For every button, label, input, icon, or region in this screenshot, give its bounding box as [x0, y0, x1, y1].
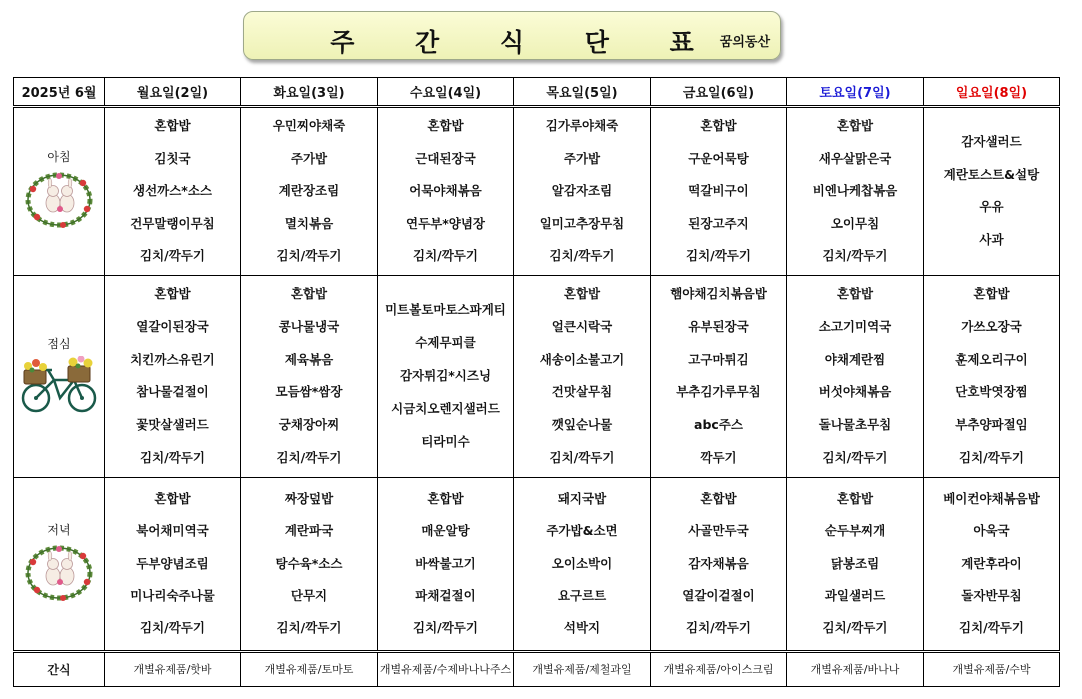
dish-item: 된장고주지 [688, 215, 749, 231]
dish-item: 순두부찌개 [824, 523, 886, 539]
dish-item: 깻잎순나물 [551, 417, 613, 433]
dish-item: abc주스 [694, 417, 743, 433]
bicycle-flowers-icon [14, 356, 104, 417]
dish-item: 베이컨야채볶음밥 [943, 490, 1040, 506]
dish-item: 어묵야채볶음 [409, 183, 482, 199]
dish-item: 우유 [979, 199, 1004, 215]
dish-item: 제육볶음 [284, 351, 334, 367]
dish-item: 혼합밥 [836, 490, 874, 506]
day-header-mon: 월요일(2일) [105, 78, 241, 107]
dinner-wed-cell [378, 477, 514, 651]
dish-item: 계란후라이 [961, 555, 1022, 571]
dish-item: 혼합밥 [836, 285, 874, 301]
breakfast-wed-cell [378, 107, 514, 276]
dish-item: 혼합밥 [973, 285, 1010, 301]
dish-item: 열갈이겉절이 [682, 588, 755, 604]
dish-item: 김치/깍두기 [822, 620, 888, 636]
page-subtitle: 꿈의동산 [719, 35, 770, 50]
meal-label: 점심 [47, 337, 71, 352]
lunch-tue-cell [241, 275, 378, 477]
breakfast-sun-cell [924, 107, 1060, 276]
lunch-thu-cell [514, 275, 651, 477]
dinner-tue-cell [241, 477, 378, 651]
dish-item: 김치/깍두기 [549, 248, 615, 264]
lunch-sun-cell [924, 275, 1060, 477]
dish-item: 혼합밥 [563, 285, 601, 301]
dish-item: 아욱국 [973, 523, 1010, 539]
snack-sun-cell: 개별유제품/수박 [924, 651, 1060, 686]
dish-item: 혼합밥 [154, 490, 191, 506]
day-header-tue: 화요일(3일) [241, 78, 378, 107]
dish-item: 고구마튀김 [688, 351, 749, 367]
dish-item: 닭봉조림 [830, 555, 880, 571]
dish-item: 김치/깍두기 [140, 449, 205, 465]
dish-item: 혼합밥 [154, 118, 191, 134]
dish-item: 김치/깍두기 [413, 248, 478, 264]
dish-item: 김칫국 [154, 150, 191, 166]
dish-item: 새우살맑은국 [818, 150, 892, 166]
dish-item: 혼합밥 [290, 285, 328, 301]
corner-month-cell: 2025년 6월 [14, 78, 105, 107]
dish-item: 단호박엿장찜 [955, 384, 1028, 400]
dish-item: 돌나물초무침 [818, 417, 892, 433]
dish-item: 혼합밥 [154, 285, 191, 301]
dish-item: 석박지 [563, 620, 601, 636]
dish-item: 우민찌야채죽 [272, 118, 346, 134]
dish-item: 수제무피클 [415, 335, 476, 351]
snack-fri-cell: 개별유제품/아이스크림 [651, 651, 787, 686]
dish-item: 김치/깍두기 [276, 248, 342, 264]
dish-item: 구운어묵탕 [688, 150, 749, 166]
dish-item: 미나리숙주나물 [130, 588, 215, 604]
page-title: 주 간 식 단 표 [330, 28, 720, 57]
dinner-label-cell [14, 477, 105, 651]
day-header-sat: 토요일(7일) [787, 78, 924, 107]
wreath-icon [14, 542, 104, 607]
dish-item: 돌자반무침 [961, 588, 1022, 604]
breakfast-fri-cell [651, 107, 787, 276]
dish-item: 주가밥 [290, 150, 328, 166]
dish-item: 티라미수 [421, 433, 470, 449]
dish-item: 김치/깍두기 [276, 449, 342, 465]
day-header-sun: 일요일(8일) [924, 78, 1060, 107]
dish-item: 김치/깍두기 [959, 620, 1024, 636]
dish-item: 생선까스*소스 [133, 183, 212, 199]
breakfast-sat-cell [787, 107, 924, 276]
dinner-mon-cell [105, 477, 241, 651]
dish-item: 콩나물냉국 [278, 318, 340, 334]
dish-item: 탕수육*소스 [275, 555, 343, 571]
dish-item: 치킨까스유린기 [130, 351, 215, 367]
dinner-thu-cell [514, 477, 651, 651]
day-header-wed: 수요일(4일) [378, 78, 514, 107]
day-header-thu: 목요일(5일) [514, 78, 651, 107]
lunch-wed-cell [378, 275, 514, 477]
dish-item: 오이무침 [830, 215, 880, 231]
dish-item: 시금치오렌지샐러드 [391, 400, 500, 416]
lunch-mon-cell [105, 275, 241, 477]
snack-wed-cell: 개별유제품/수제바나나주스 [378, 651, 514, 686]
header-row [14, 78, 1060, 107]
dish-item: 김치/깍두기 [822, 248, 888, 264]
dish-item: 깍두기 [700, 449, 737, 465]
snack-row [14, 651, 1060, 686]
dish-item: 연두부*양념장 [406, 215, 485, 231]
dish-item: 김치/깍두기 [822, 449, 888, 465]
snack-sat-cell: 개별유제품/바나나 [787, 651, 924, 686]
lunch-sat-cell [787, 275, 924, 477]
weekly-menu-table [13, 77, 1060, 687]
title-banner [243, 11, 781, 60]
dish-item: 가쓰오장국 [961, 318, 1022, 334]
dish-item: 모듬쌈*쌈장 [275, 384, 343, 400]
dish-item: 북어채미역국 [136, 523, 209, 539]
breakfast-mon-cell [105, 107, 241, 276]
snack-label-cell: 간식 [14, 651, 105, 686]
dish-item: 열갈이된장국 [136, 318, 209, 334]
dish-item: 단무지 [290, 588, 328, 604]
dish-item: 주가밥 [563, 150, 601, 166]
dish-item: 김치/깍두기 [276, 620, 342, 636]
meal-label: 저녁 [47, 522, 71, 537]
dish-item: 두부양념조림 [136, 555, 209, 571]
dish-item: 김치/깍두기 [686, 248, 751, 264]
dish-item: 부추김가루무침 [676, 384, 761, 400]
dish-item: 과일샐러드 [824, 588, 886, 604]
breakfast-tue-cell [241, 107, 378, 276]
dish-item: 부추양파절임 [955, 417, 1028, 433]
dish-item: 돼지국밥 [557, 490, 607, 506]
dinner-fri-cell [651, 477, 787, 651]
snack-thu-cell: 개별유제품/제철과일 [514, 651, 651, 686]
dish-item: 계란토스트&설탕 [943, 166, 1040, 182]
dish-item: 감자샐러드 [961, 134, 1022, 150]
dish-item: 감자튀김*시즈닝 [399, 367, 492, 383]
dish-item: 김치/깍두기 [686, 620, 751, 636]
dish-item: 김치/깍두기 [140, 620, 205, 636]
dish-item: 혼합밥 [700, 490, 737, 506]
day-header-fri: 금요일(6일) [651, 78, 787, 107]
dish-item: 오이소박이 [551, 555, 613, 571]
snack-mon-cell: 개별유제품/핫바 [105, 651, 241, 686]
breakfast-row [14, 107, 1060, 276]
dish-item: 김치/깍두기 [549, 449, 615, 465]
dish-item: 김치/깍두기 [140, 248, 205, 264]
dish-item: 매운알탕 [421, 523, 470, 539]
dish-item: 요구르트 [557, 588, 607, 604]
dish-item: 알감자조림 [551, 183, 613, 199]
dish-item: 참나물겉절이 [136, 384, 209, 400]
dish-item: 미트볼토마토스파게티 [385, 302, 506, 318]
dish-item: 버섯야채볶음 [818, 384, 892, 400]
dish-item: 야채계란찜 [824, 351, 886, 367]
wreath-icon [14, 169, 104, 234]
dish-item: 혼합밥 [427, 118, 464, 134]
snack-tue-cell: 개별유제품/토마토 [241, 651, 378, 686]
dish-item: 사과 [979, 231, 1004, 247]
dish-item: 감자채볶음 [688, 555, 749, 571]
dish-item: 바싹불고기 [415, 555, 476, 571]
dish-item: 혼합밥 [836, 118, 874, 134]
lunch-row [14, 275, 1060, 477]
dish-item: 얼큰시락국 [551, 318, 613, 334]
lunch-fri-cell [651, 275, 787, 477]
dish-item: 꽃맛살샐러드 [136, 417, 209, 433]
dish-item: 소고기미역국 [818, 318, 892, 334]
dish-item: 계란파국 [284, 523, 334, 539]
dish-item: 궁채장아찌 [278, 417, 340, 433]
dish-item: 훈제오리구이 [955, 351, 1028, 367]
dish-item: 파채겉절이 [415, 588, 476, 604]
dish-item: 멸치볶음 [284, 215, 334, 231]
dish-item: 계란장조림 [278, 183, 340, 199]
dish-item: 유부된장국 [688, 318, 749, 334]
dinner-sun-cell [924, 477, 1060, 651]
dish-item: 건맛살무침 [551, 384, 613, 400]
dish-item: 혼합밥 [427, 490, 464, 506]
dish-item: 주가밥&소면 [546, 523, 618, 539]
lunch-label-cell [14, 275, 105, 477]
breakfast-thu-cell [514, 107, 651, 276]
dish-item: 비엔나케찹볶음 [812, 183, 898, 199]
dinner-sat-cell [787, 477, 924, 651]
dish-item: 사골만두국 [688, 523, 749, 539]
breakfast-label-cell [14, 107, 105, 276]
dish-item: 김가루야채죽 [545, 118, 619, 134]
dish-item: 일미고추장무침 [539, 215, 625, 231]
dish-item: 근대된장국 [415, 150, 476, 166]
dinner-row [14, 477, 1060, 651]
dish-item: 새송이소불고기 [539, 351, 625, 367]
dish-item: 김치/깍두기 [959, 449, 1024, 465]
dish-item: 짜장덮밥 [284, 490, 334, 506]
dish-item: 건무말랭이무침 [130, 215, 215, 231]
dish-item: 김치/깍두기 [413, 620, 478, 636]
dish-item: 혼합밥 [700, 118, 737, 134]
dish-item: 떡갈비구이 [688, 183, 749, 199]
meal-label: 아침 [47, 150, 71, 165]
dish-item: 햄야채김치볶음밥 [670, 285, 767, 301]
